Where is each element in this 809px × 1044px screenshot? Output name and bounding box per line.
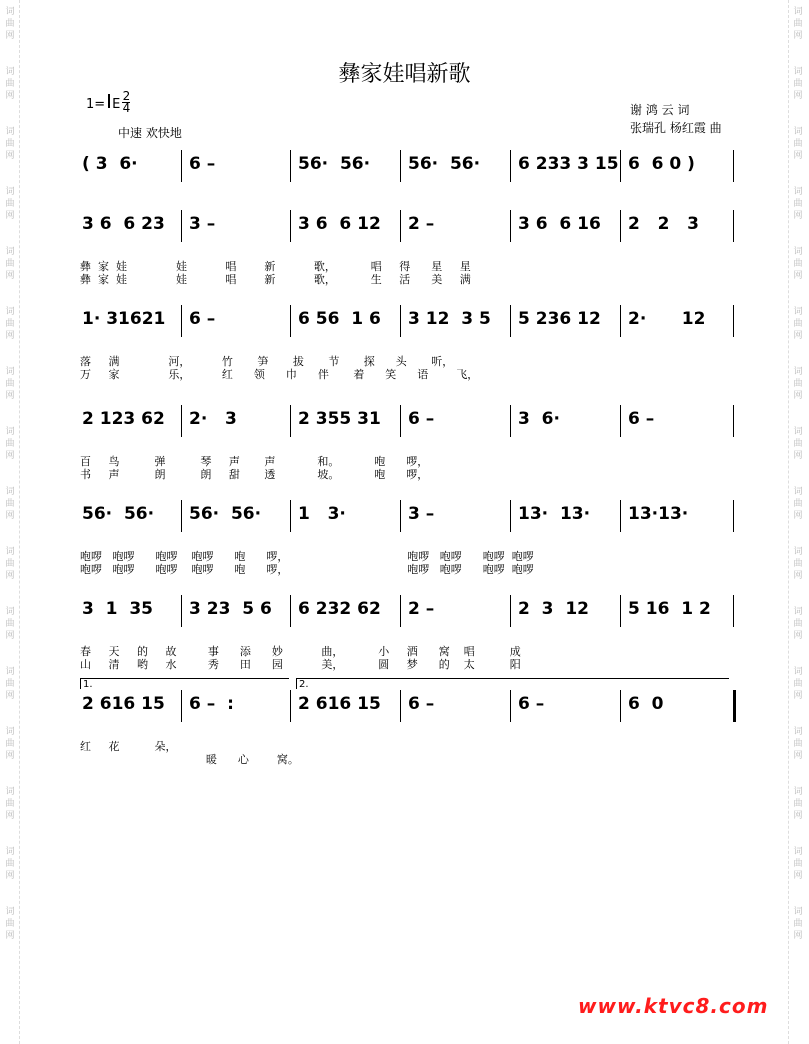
measure-notes: 6 – xyxy=(628,409,655,429)
tempo-marking: 中速 欢快地 xyxy=(118,126,182,140)
watermark-glyph: 网 xyxy=(793,151,803,161)
watermark-glyph: 网 xyxy=(5,511,15,521)
watermark-glyph: 词 xyxy=(5,307,15,317)
measure-notes: 2· 3 xyxy=(189,409,237,429)
measure-notes: 2 2 3 xyxy=(628,214,699,234)
bar-line xyxy=(400,690,401,722)
bar-line xyxy=(733,595,734,627)
watermark-glyph: 词 xyxy=(5,727,15,737)
watermark-glyph: 网 xyxy=(5,331,15,341)
bar-line xyxy=(733,690,736,722)
measure-notes: 5 236 12 xyxy=(518,309,601,329)
bar-line xyxy=(290,690,291,722)
watermark-glyph: 网 xyxy=(793,211,803,221)
watermark-glyph-group xyxy=(5,306,14,342)
measure-notes: 6 – xyxy=(189,309,216,329)
measure-notes: 3 – xyxy=(408,504,435,524)
measure-notes: 56· 56· xyxy=(298,154,371,174)
watermark-glyph: 词 xyxy=(793,547,803,557)
bar-line xyxy=(620,210,621,242)
bar-line xyxy=(620,305,621,337)
watermark-glyph-group xyxy=(5,186,14,222)
watermark-glyph: 曲 xyxy=(5,199,15,209)
watermark-glyph: 词 xyxy=(5,907,15,917)
watermark-glyph: 曲 xyxy=(5,619,15,629)
bar-line xyxy=(733,500,734,532)
watermark-glyph-group xyxy=(5,126,14,162)
watermark-glyph: 曲 xyxy=(793,679,803,689)
watermark-glyph: 网 xyxy=(5,811,15,821)
watermark-glyph: 词 xyxy=(5,247,15,257)
meter-top: 2 xyxy=(122,89,131,103)
watermark-glyph: 曲 xyxy=(793,79,803,89)
watermark-glyph-group xyxy=(5,426,14,462)
watermark-glyph: 网 xyxy=(5,31,15,41)
bar-line xyxy=(510,690,511,722)
measure-notes: 6 – xyxy=(408,694,435,714)
lyric-line: 百 鸟 弹 琴 声 声 和。 咆 啰， xyxy=(80,455,429,468)
bar-line xyxy=(620,690,621,722)
watermark-glyph-group xyxy=(793,306,802,342)
watermark-glyph: 词 xyxy=(5,187,15,197)
bar-line xyxy=(620,150,621,182)
lyric-line: 书 声 朗 朗 甜 透 坡。 咆 啰， xyxy=(80,468,429,481)
watermark-glyph-group xyxy=(793,366,802,402)
watermark-glyph: 词 xyxy=(793,247,803,257)
lyric-line: 山 清 哟 水 秀 田 园 美， 圆 梦 的 太 阳 xyxy=(80,658,521,671)
watermark-strip-left xyxy=(3,0,17,1044)
watermark-glyph: 曲 xyxy=(793,439,803,449)
bar-line xyxy=(400,150,401,182)
watermark-glyph: 词 xyxy=(793,307,803,317)
key-signature xyxy=(86,89,131,116)
watermark-glyph: 词 xyxy=(5,787,15,797)
watermark-glyph: 网 xyxy=(793,391,803,401)
watermark-glyph: 词 xyxy=(793,367,803,377)
watermark-glyph: 网 xyxy=(5,391,15,401)
watermark-glyph: 词 xyxy=(5,607,15,617)
watermark-glyph: 词 xyxy=(5,547,15,557)
measure-notes: 13· 13· xyxy=(518,504,591,524)
bar-line xyxy=(290,500,291,532)
measure-notes: 6 – xyxy=(518,694,545,714)
lyricist-credit: 谢 鸿 云 词 xyxy=(630,103,690,117)
watermark-glyph: 曲 xyxy=(793,619,803,629)
watermark-glyph-group xyxy=(793,6,802,42)
bar-line xyxy=(400,405,401,437)
watermark-glyph: 网 xyxy=(5,631,15,641)
watermark-glyph-group xyxy=(793,606,802,642)
watermark-glyph-group xyxy=(5,726,14,762)
measure-notes: 6 0 xyxy=(628,694,664,714)
bar-line xyxy=(181,595,182,627)
watermark-glyph-group xyxy=(5,666,14,702)
watermark-glyph-group xyxy=(5,546,14,582)
watermark-glyph: 词 xyxy=(793,427,803,437)
watermark-glyph-group xyxy=(5,906,14,942)
watermark-strip-right xyxy=(791,0,805,1044)
lyric-line: 彝 家 娃 娃 唱 新 歌， 唱 得 星 星 xyxy=(80,260,471,273)
lyric-line: 红 花 朵， xyxy=(80,740,177,753)
watermark-glyph: 曲 xyxy=(5,79,15,89)
bar-line xyxy=(290,150,291,182)
measure-notes: 56· 56· xyxy=(408,154,481,174)
measure-notes: 3 12 3 5 xyxy=(408,309,491,329)
watermark-glyph: 词 xyxy=(793,787,803,797)
measure-notes: 6 232 62 xyxy=(298,599,381,619)
watermark-glyph-group xyxy=(793,786,802,822)
bar-line xyxy=(181,500,182,532)
watermark-glyph: 曲 xyxy=(5,439,15,449)
bar-line xyxy=(733,305,734,337)
watermark-glyph: 网 xyxy=(793,271,803,281)
bar-line xyxy=(400,305,401,337)
measure-notes: ( 3 6· xyxy=(82,154,138,174)
watermark-glyph: 网 xyxy=(5,571,15,581)
key-note: E xyxy=(112,97,121,112)
watermark-glyph: 网 xyxy=(5,871,15,881)
watermark-glyph: 词 xyxy=(793,607,803,617)
key-prefix: 1= xyxy=(86,97,106,112)
watermark-glyph: 网 xyxy=(793,91,803,101)
measure-notes: 3 6 6 12 xyxy=(298,214,381,234)
watermark-glyph: 词 xyxy=(5,127,15,137)
watermark-glyph: 曲 xyxy=(793,859,803,869)
bar-line xyxy=(290,595,291,627)
watermark-glyph: 词 xyxy=(793,67,803,77)
watermark-glyph: 曲 xyxy=(5,919,15,929)
watermark-glyph: 网 xyxy=(793,31,803,41)
bar-line xyxy=(510,595,511,627)
bar-line xyxy=(290,305,291,337)
watermark-glyph: 曲 xyxy=(793,19,803,29)
watermark-glyph: 网 xyxy=(793,331,803,341)
watermark-glyph: 词 xyxy=(5,367,15,377)
watermark-glyph: 曲 xyxy=(5,679,15,689)
watermark-glyph: 曲 xyxy=(5,799,15,809)
measure-notes: 6 6 0 ) xyxy=(628,154,695,174)
watermark-glyph: 网 xyxy=(793,751,803,761)
watermark-glyph-group xyxy=(793,426,802,462)
bar-line xyxy=(510,405,511,437)
bar-line xyxy=(400,500,401,532)
measure-notes: 2 3 12 xyxy=(518,599,589,619)
lyric-line: 落 满 河， 竹 笋 拔 节 探 头 听， xyxy=(80,355,454,368)
lyric-line: 咆啰 咆啰 咆啰 咆啰 咆 啰， 咆啰 咆啰 咆啰 咆啰 xyxy=(80,563,534,576)
bar-line xyxy=(181,305,182,337)
watermark-glyph-group xyxy=(793,666,802,702)
watermark-glyph: 网 xyxy=(5,91,15,101)
bar-line xyxy=(400,595,401,627)
watermark-glyph-group xyxy=(793,126,802,162)
watermark-glyph: 曲 xyxy=(5,259,15,269)
watermark-glyph: 网 xyxy=(5,151,15,161)
watermark-glyph: 曲 xyxy=(5,859,15,869)
measure-notes: 2 616 15 xyxy=(298,694,381,714)
watermark-glyph: 网 xyxy=(5,211,15,221)
watermark-glyph-group xyxy=(793,906,802,942)
bar-line xyxy=(181,405,182,437)
bar-line xyxy=(181,210,182,242)
measure-notes: 3 1 35 xyxy=(82,599,153,619)
measure-notes: 1 3· xyxy=(298,504,346,524)
measure-notes: 2 355 31 xyxy=(298,409,381,429)
watermark-glyph: 网 xyxy=(5,451,15,461)
bar-line xyxy=(510,305,511,337)
watermark-glyph: 曲 xyxy=(793,799,803,809)
measure-notes: 5 16 1 2 xyxy=(628,599,711,619)
bar-line xyxy=(181,150,182,182)
watermark-glyph: 网 xyxy=(793,931,803,941)
watermark-glyph: 曲 xyxy=(793,319,803,329)
watermark-glyph: 曲 xyxy=(793,739,803,749)
bar-line xyxy=(290,210,291,242)
watermark-glyph-group xyxy=(793,546,802,582)
song-title: 彝家娃唱新歌 xyxy=(338,62,471,87)
watermark-glyph: 网 xyxy=(5,751,15,761)
bar-line xyxy=(733,150,734,182)
watermark-glyph: 网 xyxy=(793,871,803,881)
measure-notes: 2· 12 xyxy=(628,309,706,329)
measure-notes: 2 – xyxy=(408,214,435,234)
bar-line xyxy=(620,595,621,627)
lyric-line: 咆啰 咆啰 咆啰 咆啰 咆 啰， 咆啰 咆啰 咆啰 咆啰 xyxy=(80,550,534,563)
lyric-line: 彝 家 娃 娃 唱 新 歌， 生 活 美 满 xyxy=(80,273,471,286)
composer-credit: 张瑞孔 杨红霞 曲 xyxy=(630,121,722,135)
bar-line xyxy=(510,210,511,242)
measure-notes: 3 23 5 6 xyxy=(189,599,272,619)
measure-notes: 56· 56· xyxy=(189,504,262,524)
watermark-glyph: 曲 xyxy=(793,259,803,269)
watermark-glyph: 曲 xyxy=(5,499,15,509)
watermark-glyph: 词 xyxy=(793,667,803,677)
watermark-glyph: 曲 xyxy=(5,739,15,749)
bar-line xyxy=(290,405,291,437)
bar-line xyxy=(733,210,734,242)
watermark-glyph: 曲 xyxy=(793,559,803,569)
measure-notes: 13·13· xyxy=(628,504,689,524)
watermark-glyph: 词 xyxy=(5,67,15,77)
watermark-glyph-group xyxy=(5,366,14,402)
time-signature xyxy=(122,91,130,114)
watermark-glyph: 词 xyxy=(5,7,15,17)
watermark-glyph-group xyxy=(5,246,14,282)
watermark-glyph: 词 xyxy=(793,907,803,917)
watermark-glyph: 词 xyxy=(5,427,15,437)
watermark-glyph: 网 xyxy=(5,271,15,281)
watermark-glyph-group xyxy=(5,486,14,522)
watermark-glyph: 曲 xyxy=(793,199,803,209)
watermark-glyph: 曲 xyxy=(793,139,803,149)
flat-icon xyxy=(108,94,110,108)
watermark-glyph-group xyxy=(793,846,802,882)
watermark-glyph: 词 xyxy=(793,487,803,497)
watermark-glyph: 词 xyxy=(793,127,803,137)
watermark-glyph-group xyxy=(5,786,14,822)
watermark-glyph: 曲 xyxy=(793,499,803,509)
watermark-glyph: 曲 xyxy=(793,919,803,929)
measure-notes: 3 – xyxy=(189,214,216,234)
watermark-glyph: 曲 xyxy=(5,319,15,329)
watermark-glyph: 网 xyxy=(793,451,803,461)
watermark-glyph: 词 xyxy=(5,667,15,677)
bar-line xyxy=(620,500,621,532)
watermark-glyph-group xyxy=(793,246,802,282)
watermark-glyph: 曲 xyxy=(5,559,15,569)
watermark-glyph: 网 xyxy=(793,511,803,521)
watermark-glyph: 词 xyxy=(793,847,803,857)
watermark-glyph: 曲 xyxy=(793,379,803,389)
measure-notes: 6 56 1 6 xyxy=(298,309,381,329)
watermark-glyph: 网 xyxy=(793,811,803,821)
lyric-line: 暖 心 窝。 xyxy=(80,753,299,766)
watermark-glyph: 词 xyxy=(793,187,803,197)
watermark-glyph-group xyxy=(5,846,14,882)
watermark-glyph: 词 xyxy=(5,847,15,857)
measure-notes: 6 – xyxy=(189,154,216,174)
measure-notes: 3 6 6 16 xyxy=(518,214,601,234)
watermark-glyph: 网 xyxy=(5,931,15,941)
watermark-glyph: 词 xyxy=(5,487,15,497)
watermark-glyph: 网 xyxy=(793,571,803,581)
watermark-glyph-group xyxy=(793,186,802,222)
watermark-glyph-group xyxy=(5,6,14,42)
watermark-glyph: 曲 xyxy=(5,19,15,29)
lyric-line: 春 天 的 故 事 添 妙 曲， 小 酒 窝 唱 成 xyxy=(80,645,521,658)
bar-line xyxy=(181,690,182,722)
watermark-glyph: 词 xyxy=(793,727,803,737)
watermark-glyph: 网 xyxy=(793,631,803,641)
volta-bracket: 1. xyxy=(80,678,289,689)
measure-notes: 2 – xyxy=(408,599,435,619)
watermark-glyph-group xyxy=(793,486,802,522)
measure-notes: 1· 31621 xyxy=(82,309,166,329)
bar-line xyxy=(400,210,401,242)
measure-notes: 6 – : xyxy=(189,694,234,714)
watermark-glyph-group xyxy=(793,726,802,762)
bar-line xyxy=(510,500,511,532)
bar-line xyxy=(620,405,621,437)
bar-line xyxy=(510,150,511,182)
volta-bracket: 2. xyxy=(296,678,729,689)
measure-notes: 6 233 3 15 xyxy=(518,154,619,174)
lyric-line: 万 家 乐， 红 领 巾 伴 着 笑 语 飞， xyxy=(80,368,479,381)
meter-bottom: 4 xyxy=(122,101,131,115)
watermark-glyph: 网 xyxy=(5,691,15,701)
watermark-glyph: 网 xyxy=(793,691,803,701)
bar-line xyxy=(733,405,734,437)
site-watermark: www.ktvc8.com xyxy=(578,994,769,1018)
watermark-glyph: 词 xyxy=(793,7,803,17)
measure-notes: 2 616 15 xyxy=(82,694,165,714)
measure-notes: 2 123 62 xyxy=(82,409,165,429)
watermark-glyph: 曲 xyxy=(5,139,15,149)
watermark-glyph: 曲 xyxy=(5,379,15,389)
watermark-glyph-group xyxy=(5,606,14,642)
measure-notes: 6 – xyxy=(408,409,435,429)
measure-notes: 3 6· xyxy=(518,409,560,429)
measure-notes: 56· 56· xyxy=(82,504,155,524)
measure-notes: 3 6 6 23 xyxy=(82,214,165,234)
